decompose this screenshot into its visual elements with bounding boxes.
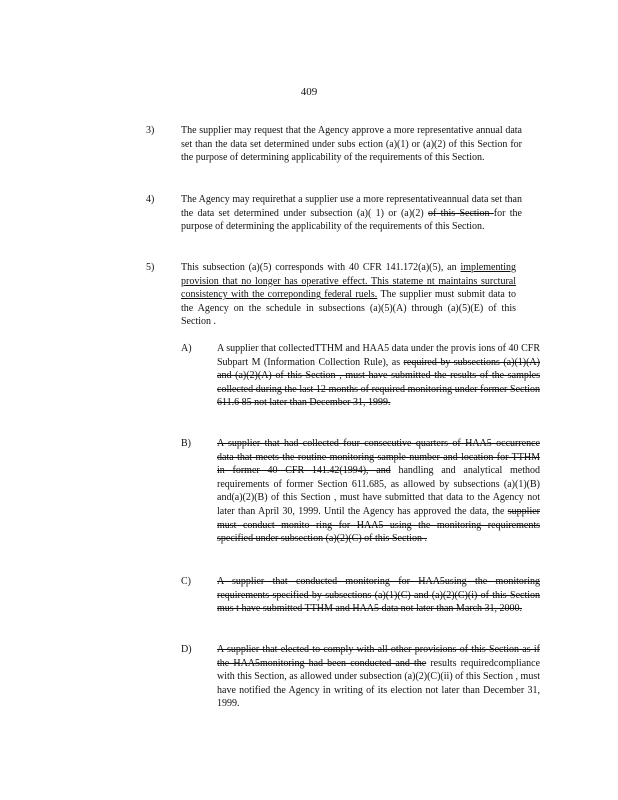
text-segment: The supplier may request that the Agency approve a more representative annual data set than the data set determined under subs ection (a)(1) or (a)(2) of this Section for the purpose of determining applicability of the requirements of this Section. — [181, 125, 522, 164]
text-segment: A supplier that conducted monitoring for HAA5using the monitoring requirements specified by subsections (a)(1)(C) and (a)(2)(C)(i) of this Section mus t have submitted TTHM and HAA5 data not later than March 31, 2000. — [217, 576, 540, 615]
text-segment: for the purpose of determining the applicability of the requirements of this Section. — [181, 207, 522, 233]
text-segment: This subsection (a)(5) corresponds with 40 CFR 141.172(a)(5), an — [181, 262, 461, 273]
subitem-body — [217, 575, 540, 616]
text-segment: The supplier must submit data to the Agency on the schedule in subsections (a)(5)(A) through (a)(5)(E) of this Section . — [181, 289, 516, 328]
text-segment: A supplier that collectedTTHM and HAA5 data under the provis ions of 40 CFR Subpart M (Information Collection Rule), as — [217, 343, 540, 368]
page-number: 409 — [300, 86, 318, 98]
text-segment: required by subsections (a)(1)(A) and (a)(2)(A) of this Section , must have submitted the results of the samples collected during the last 12 months of required monitoring under former Section 611.6 85 not later than December 31, 1999. — [217, 356, 540, 409]
subitem-body — [217, 643, 540, 711]
item-number: 3) — [146, 125, 155, 136]
subitem-letter: B) — [181, 438, 191, 449]
text-segment: supplier must conduct monito ring for HAA5 using the monitoring requirements specified under subsection (a)(2)(C) of this Section . — [217, 505, 540, 545]
item-number: 4) — [146, 194, 155, 205]
subitem-letter: D) — [181, 644, 192, 655]
text-segment: handling and analytical method requirements of former Section 611.685, as allowed by subsections (a)(1)(B) and(a)(2)(B) of this Section , must have submitted that data to the Agency not later than April 30, 1999. Until the Agency has approved the data, the — [217, 465, 540, 517]
subitem-letter: A) — [181, 343, 192, 354]
text-segment: of this Section — [428, 207, 494, 219]
text-segment: The Agency may requirethat a supplier use a more representativeannual data set than the data set determined under subsection (a)( 1) or (a)(2) — [181, 194, 522, 219]
text-segment: results requiredcompliance with this Section, as allowed under subsection (a)(2)(C)(ii) of this Section , must have notified the Agency in writing of its election not later than December 31, 1999. — [217, 657, 541, 710]
text-segment: implementing provision that no longer has operative effect. This stateme nt maintains surctural consistency with the correponding federal ruels. — [181, 262, 516, 301]
item-body — [181, 193, 522, 234]
item-body — [181, 261, 516, 329]
subitem-body — [217, 342, 540, 410]
text-segment: A supplier that had collected four consecutive quarters of HAA5 occurrence data that meets the routine monitoring sample number and location for TTHM in former 40 CFR 141.42(1994), and — [217, 438, 540, 477]
text-segment: A supplier that elected to comply with all other provisions of this Section as if the HAA5monitoring had been conducted and the — [217, 644, 540, 669]
item-body — [181, 124, 522, 165]
subitem-letter: C) — [181, 576, 191, 587]
item-number: 5) — [146, 262, 155, 273]
subitem-body — [217, 437, 540, 546]
